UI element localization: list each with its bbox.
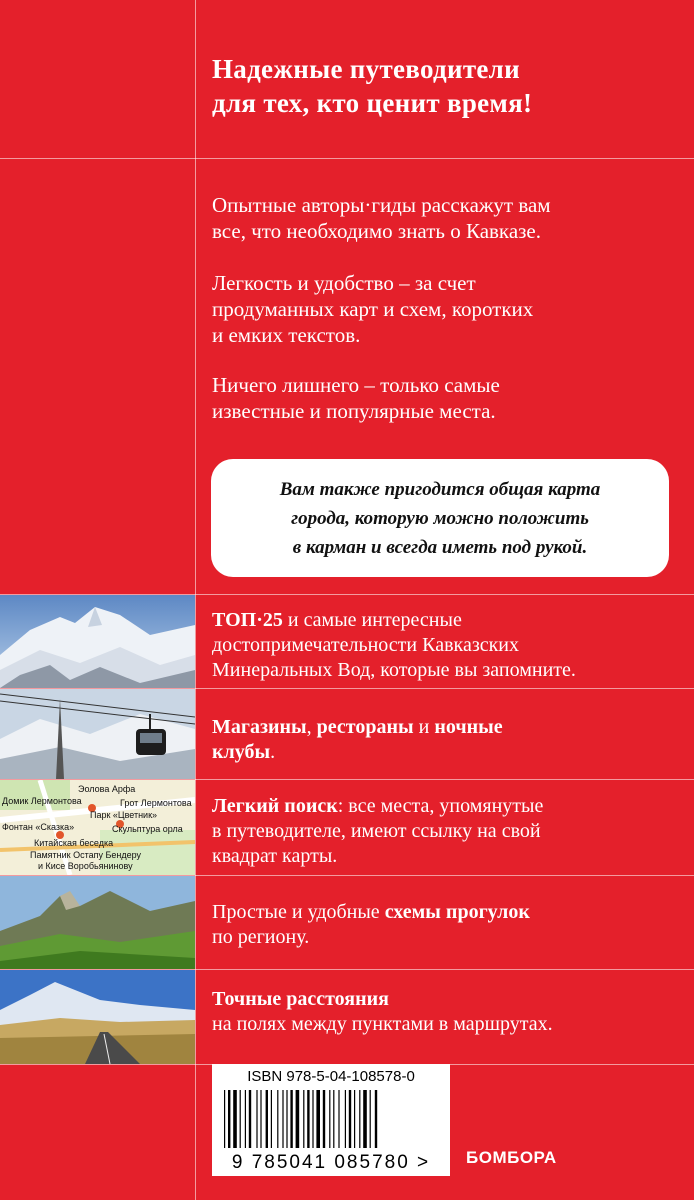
map-label: Грот Лермонтова bbox=[120, 798, 192, 808]
slogan-line-1: Надежные путеводители bbox=[212, 54, 520, 84]
cable-car-photo bbox=[0, 689, 195, 779]
feature-top25: ТОП·25 и самые интересные достопримечательности Кавказских Минеральных Вод, которые вы запомните. bbox=[212, 609, 576, 681]
isbn-label: ISBN 978-5-04-108578-0 bbox=[247, 1068, 415, 1085]
divider-1 bbox=[0, 158, 694, 159]
map-label: Скульптура орла bbox=[112, 824, 183, 834]
feature-search: Легкий поиск: все места, упомянутые в путеводителе, имеют ссылку на свой квадрат карты. bbox=[212, 795, 544, 867]
barcode-digits: 9 785041 085780 > bbox=[231, 1152, 431, 1173]
feature-distances: Точные расстояния на полях между пунктами в маршрутах. bbox=[212, 988, 553, 1035]
map-label: и Кисе Воробьянинову bbox=[38, 861, 133, 871]
map-label: Домик Лермонтова bbox=[2, 796, 82, 806]
mountains-photo bbox=[0, 595, 195, 688]
map-label: Фонтан «Сказка» bbox=[2, 822, 75, 832]
isbn-barcode-box bbox=[212, 1064, 450, 1176]
map-fragment bbox=[0, 780, 195, 875]
intro-paragraph-1: Опытные авторы·гиды расскажут вам все, что необходимо знать о Кавказе. bbox=[212, 193, 551, 243]
map-callout-box: Вам также пригодится общая карта города, которую можно положить в карман и всегда иметь под рукой. bbox=[211, 459, 669, 577]
slogan-line-2: для тех, кто ценит время! bbox=[212, 88, 533, 118]
map-label: Памятник Остапу Бендеру bbox=[30, 850, 142, 860]
vertical-divider bbox=[195, 0, 196, 1200]
road-photo bbox=[0, 970, 195, 1064]
map-label: Эолова Арфа bbox=[78, 784, 136, 794]
publisher-logo: БОМБОРА bbox=[466, 1148, 557, 1167]
slogan-heading bbox=[212, 52, 682, 120]
intro-paragraph-2: Легкость и удобство – за счет продуманных карт и схем, коротких и емких текстов. bbox=[212, 271, 534, 347]
map-label: Китайская беседка bbox=[34, 838, 114, 848]
map-label: Парк «Цветник» bbox=[90, 810, 158, 820]
hills-photo bbox=[0, 876, 195, 969]
barcode-icon bbox=[220, 1090, 442, 1150]
feature-walks: Простые и удобные схемы прогулок по региону. bbox=[212, 901, 530, 948]
feature-shops: Магазины, рестораны и ночные клубы. bbox=[212, 716, 503, 763]
intro-paragraph-3: Ничего лишнего – только самые известные и популярные места. bbox=[212, 373, 500, 423]
